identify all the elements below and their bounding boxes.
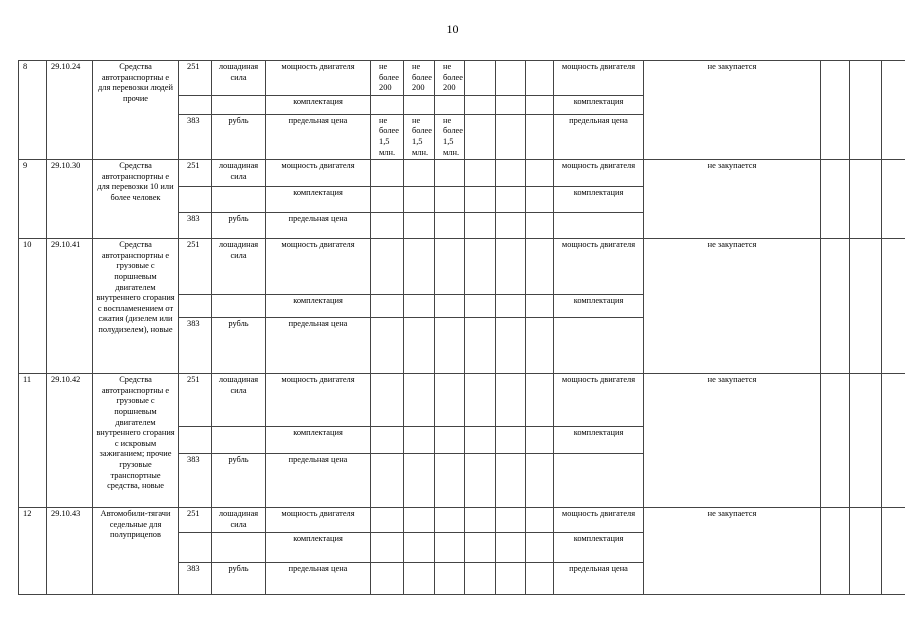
blank-cell bbox=[882, 61, 905, 160]
okei-code-cell: 383 bbox=[179, 563, 212, 595]
characteristic-cell: предельная цена bbox=[266, 454, 371, 508]
limit-value-cell bbox=[371, 427, 404, 454]
blank-cell bbox=[882, 508, 905, 595]
blank-cell bbox=[496, 295, 526, 318]
limit-value-cell bbox=[404, 318, 435, 374]
table-row bbox=[19, 61, 905, 96]
blank-cell bbox=[465, 533, 496, 563]
limit-value-cell bbox=[435, 563, 465, 595]
unit-name-cell: рубль bbox=[212, 454, 266, 508]
approved-characteristic-cell: мощность двигателя bbox=[554, 374, 644, 427]
unit-name-cell bbox=[212, 427, 266, 454]
blank-cell bbox=[496, 508, 526, 533]
blank-cell bbox=[821, 508, 850, 595]
limit-value-cell bbox=[371, 374, 404, 427]
blank-cell bbox=[882, 239, 905, 374]
okei-code-cell: 383 bbox=[179, 213, 212, 239]
blank-cell bbox=[465, 61, 496, 96]
row-number-cell: 12 bbox=[19, 508, 47, 595]
okei-code-cell: 251 bbox=[179, 160, 212, 187]
okei-code-cell: 383 bbox=[179, 454, 212, 508]
limit-value-cell bbox=[371, 295, 404, 318]
limit-value-cell bbox=[435, 295, 465, 318]
characteristic-cell: мощность двигателя bbox=[266, 61, 371, 96]
unit-name-cell bbox=[212, 187, 266, 213]
blank-cell bbox=[496, 563, 526, 595]
limit-value-cell: не более 200 bbox=[404, 61, 435, 96]
characteristic-cell: мощность двигателя bbox=[266, 239, 371, 295]
blank-cell bbox=[465, 114, 496, 159]
unit-name-cell: рубль bbox=[212, 213, 266, 239]
blank-cell bbox=[496, 61, 526, 96]
blank-cell bbox=[882, 374, 905, 508]
approved-characteristic-cell: предельная цена bbox=[554, 114, 644, 159]
limit-value-cell: не более 1,5 млн. bbox=[371, 114, 404, 159]
blank-cell bbox=[526, 508, 554, 533]
blank-cell bbox=[465, 187, 496, 213]
note-cell: не закупается bbox=[644, 239, 821, 374]
okpd-code-cell: 29.10.41 bbox=[47, 239, 93, 374]
blank-cell bbox=[465, 295, 496, 318]
blank-cell bbox=[821, 160, 850, 239]
okei-code-cell bbox=[179, 95, 212, 114]
blank-cell bbox=[496, 187, 526, 213]
okpd-code-cell: 29.10.30 bbox=[47, 160, 93, 239]
blank-cell bbox=[526, 114, 554, 159]
blank-cell bbox=[526, 533, 554, 563]
unit-name-cell: рубль bbox=[212, 563, 266, 595]
blank-cell bbox=[850, 61, 882, 160]
okpd-code-cell: 29.10.42 bbox=[47, 374, 93, 508]
unit-name-cell: лошадиная сила bbox=[212, 508, 266, 533]
blank-cell bbox=[882, 160, 905, 239]
note-cell: не закупается bbox=[644, 160, 821, 239]
limit-value-cell bbox=[371, 454, 404, 508]
approved-characteristic-cell: комплектация bbox=[554, 95, 644, 114]
blank-cell bbox=[526, 61, 554, 96]
item-name-cell: Средства автотранспортны е для перевозки 10 или более человек bbox=[93, 160, 179, 239]
unit-name-cell: лошадиная сила bbox=[212, 61, 266, 96]
blank-cell bbox=[526, 213, 554, 239]
procurement-table bbox=[18, 60, 905, 595]
blank-cell bbox=[496, 374, 526, 427]
blank-cell bbox=[496, 427, 526, 454]
blank-cell bbox=[496, 95, 526, 114]
limit-value-cell bbox=[371, 239, 404, 295]
approved-characteristic-cell bbox=[554, 454, 644, 508]
unit-name-cell: рубль bbox=[212, 318, 266, 374]
okei-code-cell bbox=[179, 187, 212, 213]
limit-value-cell bbox=[371, 187, 404, 213]
limit-value-cell bbox=[435, 95, 465, 114]
note-cell: не закупается bbox=[644, 61, 821, 160]
blank-cell bbox=[850, 508, 882, 595]
characteristic-cell: предельная цена bbox=[266, 114, 371, 159]
approved-characteristic-cell: комплектация bbox=[554, 533, 644, 563]
unit-name-cell: лошадиная сила bbox=[212, 374, 266, 427]
characteristic-cell: комплектация bbox=[266, 295, 371, 318]
okei-code-cell bbox=[179, 533, 212, 563]
characteristic-cell: комплектация bbox=[266, 533, 371, 563]
blank-cell bbox=[465, 374, 496, 427]
blank-cell bbox=[526, 95, 554, 114]
approved-characteristic-cell: комплектация bbox=[554, 187, 644, 213]
limit-value-cell bbox=[404, 213, 435, 239]
okei-code-cell bbox=[179, 427, 212, 454]
blank-cell bbox=[526, 427, 554, 454]
row-number-cell: 10 bbox=[19, 239, 47, 374]
note-cell: не закупается bbox=[644, 374, 821, 508]
blank-cell bbox=[465, 508, 496, 533]
characteristic-cell: комплектация bbox=[266, 187, 371, 213]
characteristic-cell: мощность двигателя bbox=[266, 160, 371, 187]
item-name-cell: Средства автотранспортны е для перевозки людей прочие bbox=[93, 61, 179, 160]
limit-value-cell bbox=[404, 563, 435, 595]
blank-cell bbox=[496, 454, 526, 508]
page-number: 10 bbox=[446, 22, 459, 36]
blank-cell bbox=[821, 61, 850, 160]
blank-cell bbox=[465, 318, 496, 374]
item-name-cell: Средства автотранспортны е грузовые с поршневым двигателем внутреннего сгорания с искровым зажиганием; прочие грузовые транспортные средства, новые bbox=[93, 374, 179, 508]
limit-value-cell bbox=[435, 427, 465, 454]
blank-cell bbox=[496, 239, 526, 295]
note-cell: не закупается bbox=[644, 508, 821, 595]
characteristic-cell: комплектация bbox=[266, 427, 371, 454]
okei-code-cell: 383 bbox=[179, 114, 212, 159]
item-name-cell: Автомобили-тягачи седельные для полуприцепов bbox=[93, 508, 179, 595]
okpd-code-cell: 29.10.43 bbox=[47, 508, 93, 595]
table-row bbox=[19, 374, 905, 427]
blank-cell bbox=[465, 454, 496, 508]
characteristic-cell: мощность двигателя bbox=[266, 508, 371, 533]
row-number-cell: 11 bbox=[19, 374, 47, 508]
limit-value-cell: не более 200 bbox=[371, 61, 404, 96]
blank-cell bbox=[465, 239, 496, 295]
unit-name-cell bbox=[212, 533, 266, 563]
characteristic-cell: предельная цена bbox=[266, 318, 371, 374]
blank-cell bbox=[465, 95, 496, 114]
okei-code-cell: 383 bbox=[179, 318, 212, 374]
limit-value-cell bbox=[371, 533, 404, 563]
blank-cell bbox=[465, 427, 496, 454]
limit-value-cell bbox=[435, 454, 465, 508]
characteristic-cell: мощность двигателя bbox=[266, 374, 371, 427]
table-body bbox=[19, 61, 905, 595]
blank-cell bbox=[526, 187, 554, 213]
approved-characteristic-cell: мощность двигателя bbox=[554, 239, 644, 295]
approved-characteristic-cell: комплектация bbox=[554, 295, 644, 318]
limit-value-cell bbox=[404, 454, 435, 508]
limit-value-cell bbox=[404, 374, 435, 427]
blank-cell bbox=[526, 454, 554, 508]
blank-cell bbox=[850, 374, 882, 508]
approved-characteristic-cell: мощность двигателя bbox=[554, 61, 644, 96]
limit-value-cell bbox=[435, 374, 465, 427]
limit-value-cell bbox=[435, 160, 465, 187]
unit-name-cell bbox=[212, 95, 266, 114]
unit-name-cell: лошадиная сила bbox=[212, 160, 266, 187]
blank-cell bbox=[465, 160, 496, 187]
blank-cell bbox=[496, 533, 526, 563]
approved-characteristic-cell: мощность двигателя bbox=[554, 508, 644, 533]
blank-cell bbox=[496, 114, 526, 159]
limit-value-cell bbox=[404, 427, 435, 454]
okpd-code-cell: 29.10.24 bbox=[47, 61, 93, 160]
limit-value-cell bbox=[435, 318, 465, 374]
limit-value-cell bbox=[435, 533, 465, 563]
limit-value-cell bbox=[371, 160, 404, 187]
limit-value-cell: не более 1,5 млн. bbox=[404, 114, 435, 159]
blank-cell bbox=[496, 213, 526, 239]
limit-value-cell bbox=[371, 318, 404, 374]
limit-value-cell bbox=[404, 187, 435, 213]
approved-characteristic-cell: комплектация bbox=[554, 427, 644, 454]
limit-value-cell bbox=[404, 95, 435, 114]
characteristic-cell: комплектация bbox=[266, 95, 371, 114]
unit-name-cell: рубль bbox=[212, 114, 266, 159]
approved-characteristic-cell bbox=[554, 318, 644, 374]
limit-value-cell bbox=[404, 239, 435, 295]
characteristic-cell: предельная цена bbox=[266, 563, 371, 595]
approved-characteristic-cell: предельная цена bbox=[554, 563, 644, 595]
row-number-cell: 8 bbox=[19, 61, 47, 160]
blank-cell bbox=[526, 295, 554, 318]
item-name-cell: Средства автотранспортны е грузовые с поршневым двигателем внутреннего сгорания с воспламенением от сжатия (дизелем или полудизелем), новые bbox=[93, 239, 179, 374]
limit-value-cell bbox=[404, 295, 435, 318]
blank-cell bbox=[821, 239, 850, 374]
okei-code-cell: 251 bbox=[179, 374, 212, 427]
limit-value-cell bbox=[435, 508, 465, 533]
unit-name-cell bbox=[212, 295, 266, 318]
blank-cell bbox=[526, 563, 554, 595]
limit-value-cell bbox=[404, 508, 435, 533]
blank-cell bbox=[465, 563, 496, 595]
blank-cell bbox=[526, 374, 554, 427]
blank-cell bbox=[526, 318, 554, 374]
blank-cell bbox=[821, 374, 850, 508]
blank-cell bbox=[526, 239, 554, 295]
blank-cell bbox=[496, 160, 526, 187]
blank-cell bbox=[850, 239, 882, 374]
limit-value-cell bbox=[404, 160, 435, 187]
okei-code-cell: 251 bbox=[179, 61, 212, 96]
okei-code-cell: 251 bbox=[179, 508, 212, 533]
limit-value-cell: не более 200 bbox=[435, 61, 465, 96]
limit-value-cell bbox=[435, 187, 465, 213]
limit-value-cell bbox=[371, 95, 404, 114]
table-row bbox=[19, 160, 905, 187]
row-number-cell: 9 bbox=[19, 160, 47, 239]
limit-value-cell bbox=[435, 239, 465, 295]
approved-characteristic-cell bbox=[554, 213, 644, 239]
characteristic-cell: предельная цена bbox=[266, 213, 371, 239]
unit-name-cell: лошадиная сила bbox=[212, 239, 266, 295]
blank-cell bbox=[465, 213, 496, 239]
limit-value-cell bbox=[435, 213, 465, 239]
blank-cell bbox=[850, 160, 882, 239]
limit-value-cell bbox=[371, 213, 404, 239]
okei-code-cell: 251 bbox=[179, 239, 212, 295]
limit-value-cell bbox=[371, 563, 404, 595]
limit-value-cell bbox=[371, 508, 404, 533]
table-row bbox=[19, 239, 905, 295]
limit-value-cell bbox=[404, 533, 435, 563]
approved-characteristic-cell: мощность двигателя bbox=[554, 160, 644, 187]
blank-cell bbox=[496, 318, 526, 374]
limit-value-cell: не более 1,5 млн. bbox=[435, 114, 465, 159]
table-row bbox=[19, 508, 905, 533]
okei-code-cell bbox=[179, 295, 212, 318]
blank-cell bbox=[526, 160, 554, 187]
